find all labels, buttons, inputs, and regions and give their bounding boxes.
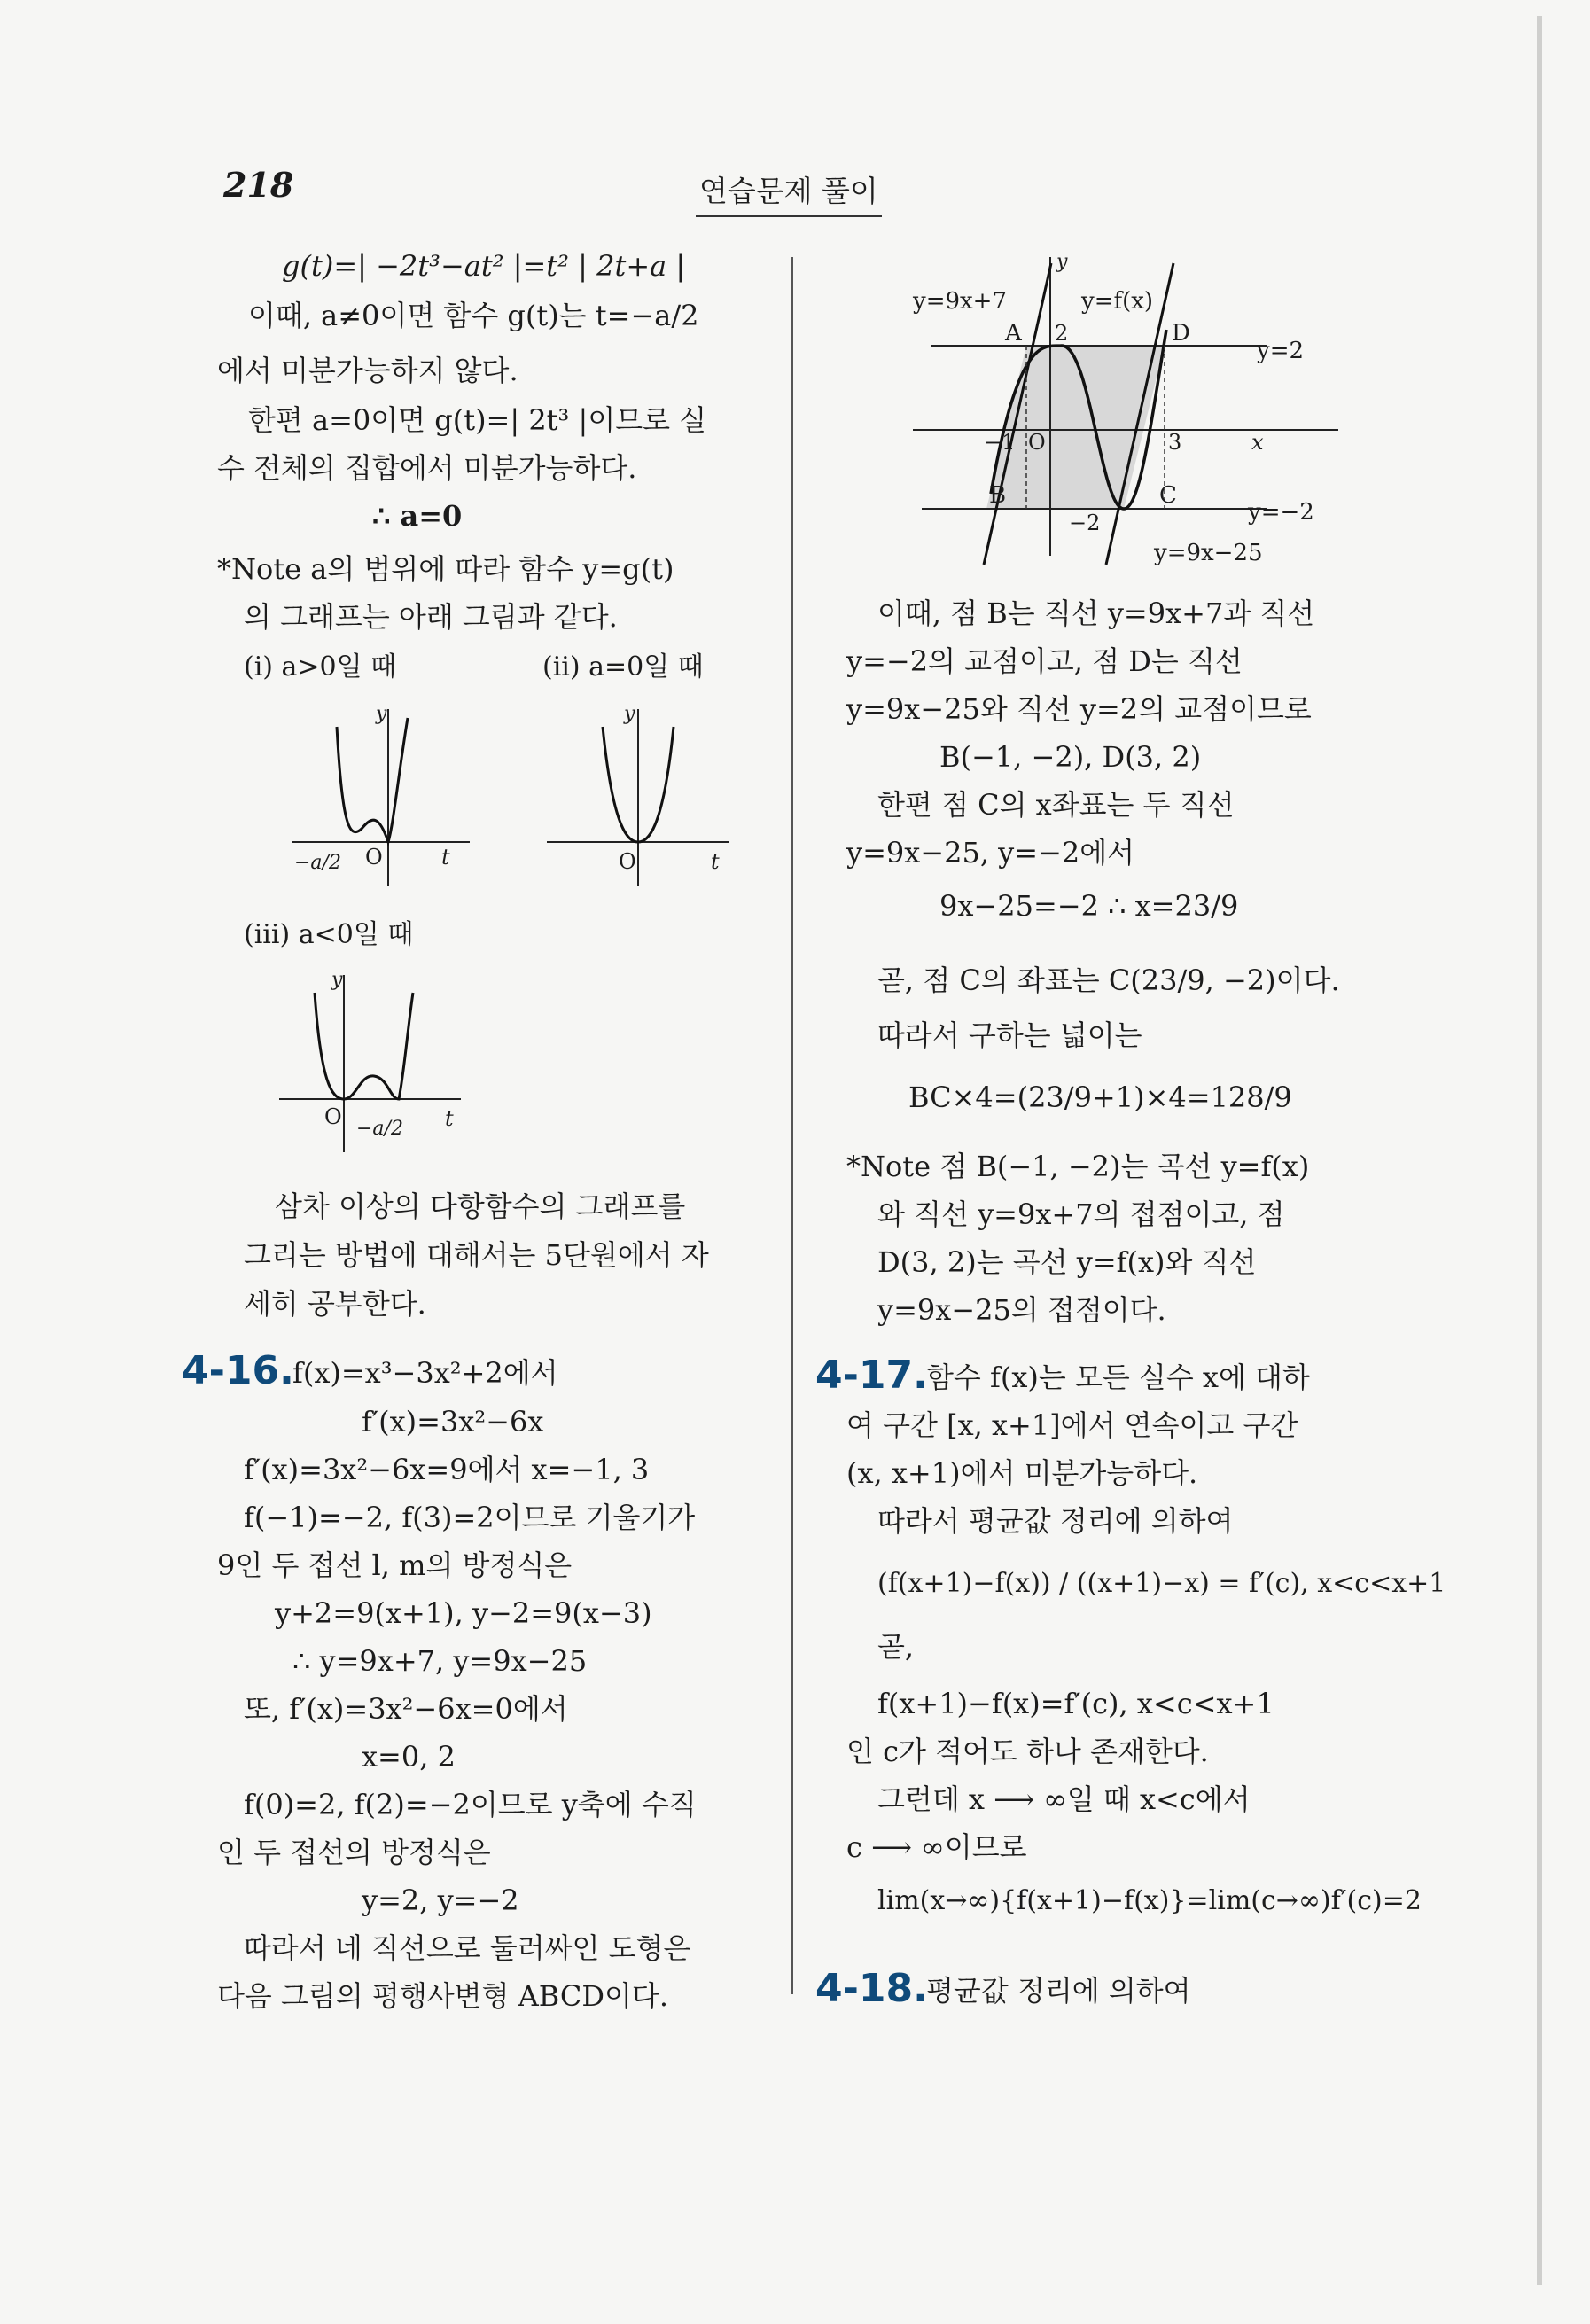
result-a0: ∴ a=0 [372,499,463,533]
tick-3: 3 [1168,430,1182,455]
text-line: 여 구간 [x, x+1]에서 연속이고 구간 [846,1408,1298,1442]
case-ii-label: (ii) a=0일 때 [542,651,704,682]
text-line: 따라서 네 직선으로 둘러싸인 도형은 [244,1931,691,1965]
case-i-label: (i) a>0일 때 [244,651,397,682]
text-line: x=0, 2 [362,1740,456,1774]
neg-a-half-label: −a/2 [356,1118,403,1140]
text-line: y=9x−25, y=−2에서 [846,836,1135,870]
mvt-equation: (f(x+1)−f(x)) / ((x+1)−x) = f′(c), x<c<x+1 [877,1568,1446,1599]
tick-2: 2 [1055,321,1069,346]
text-line: 그런데 x ⟶ ∞일 때 x<c에서 [877,1782,1251,1816]
text-line: 이때, 점 B는 직선 y=9x+7과 직선 [877,597,1315,630]
text-line: f′(x)=3x²−6x=9에서 x=−1, 3 [244,1453,650,1486]
text-line: 이때, a≠0이면 함수 g(t)는 t=−a/2 [248,299,699,332]
origin-label: O [365,845,383,870]
problem-4-18-label: 4-18. [815,1966,928,2011]
eq-c-x: 9x−25=−2 ∴ x=23/9 [939,889,1239,923]
tick-neg2: −2 [1069,511,1101,535]
point-A: A [1005,320,1022,347]
text-line: c ⟶ ∞이므로 [846,1830,1027,1864]
text-line: y=9x−25의 접점이다. [877,1293,1166,1327]
text-line: f(0)=2, f(2)=−2이므로 y축에 수직 [244,1788,697,1821]
text-line: (x, x+1)에서 미분가능하다. [846,1456,1198,1490]
text-line: 함수 f(x)는 모든 실수 x에 대하 [926,1361,1310,1394]
text-line: f(−1)=−2, f(3)=2이므로 기울기가 [244,1501,696,1534]
neg-a-half-label: −a/2 [294,852,341,874]
axis-y-label: y [1056,251,1068,273]
text-line: B(−1, −2), D(3, 2) [939,740,1202,774]
text-line: 평균값 정리에 의하여 [926,1974,1191,2008]
axis-t-label: t [441,845,450,870]
problem-4-17-label: 4-17. [815,1353,928,1398]
origin-label: O [619,849,636,874]
text-line: 에서 미분가능하지 않다. [217,354,518,387]
origin-label: O [324,1104,342,1129]
label-y2: y=2 [1257,338,1305,364]
point-D: D [1172,320,1190,347]
text-line: 또, f′(x)=3x²−6x=0에서 [244,1692,568,1726]
text-line: D(3, 2)는 곡선 y=f(x)와 직선 [877,1245,1257,1279]
page-number: 218 [223,165,294,205]
case-iii-graph [275,966,487,1161]
text-line: 인 c가 적어도 하나 존재한다. [846,1735,1209,1768]
limit-equation: lim(x→∞){f(x+1)−f(x)}=lim(c→∞)f′(c)=2 [877,1885,1422,1916]
point-C: C [1159,482,1177,509]
axis-t-label: t [711,849,720,874]
problem-4-16-label: 4-16. [182,1348,294,1393]
text-line: 수 전체의 집합에서 미분가능하다. [217,451,637,485]
text-line: 곧, 점 C의 좌표는 C(23/9, −2)이다. [877,963,1340,997]
text-line: 다음 그림의 평행사변형 ABCD이다. [217,1979,668,2013]
text-line: 인 두 접선의 방정식은 [217,1836,491,1869]
text-line: 그리는 방법에 대해서는 5단원에서 자 [244,1238,709,1272]
label-yneg2: y=−2 [1248,499,1314,526]
text-line: y=9x−25와 직선 y=2의 교점이므로 [846,692,1312,726]
text-line: 따라서 구하는 넓이는 [877,1018,1142,1052]
text-line: 의 그래프는 아래 그림과 같다. [244,600,618,634]
note-line: *Note a의 범위에 따라 함수 y=g(t) [217,552,674,586]
text-line: 한편 점 C의 x좌표는 두 직선 [877,788,1235,822]
tick-neg1: −1 [984,430,1016,455]
text-line: 와 직선 y=9x+7의 접점이고, 점 [877,1197,1285,1231]
text-line: 곧, [877,1630,915,1664]
column-divider [791,257,793,1994]
area-result: BC×4=(23/9+1)×4=128/9 [908,1080,1292,1114]
text-line: y+2=9(x+1), y−2=9(x−3) [275,1596,652,1630]
label-line1: y=9x+7 [913,288,1008,315]
page-edge-shadow [1537,16,1542,2285]
axis-t-label: t [445,1106,454,1131]
text-line: 한편 a=0이면 g(t)=| 2t³ |이므로 실 [248,403,707,437]
text-line: f(x+1)−f(x)=f′(c), x<c<x+1 [877,1687,1274,1720]
text-line: 세히 공부한다. [244,1287,426,1321]
text-line: 따라서 평균값 정리에 의하여 [877,1504,1234,1538]
text-line: y=2, y=−2 [362,1883,519,1917]
page-title: 연습문제 풀이 [696,168,882,217]
case-i-graph [284,700,479,895]
axis-y-label: y [624,703,635,725]
label-line2: y=9x−25 [1154,540,1263,566]
point-B: B [989,482,1007,509]
origin-label: O [1028,430,1046,455]
case-ii-graph [542,700,737,895]
text-line: f(x)=x³−3x²+2에서 [292,1356,558,1390]
text-line: ∴ y=9x+7, y=9x−25 [292,1644,588,1678]
case-iii-label: (iii) a<0일 때 [244,919,414,950]
axis-x-label: x [1251,430,1264,455]
axis-y-label: y [331,969,343,991]
text-line: 9인 두 접선 l, m의 방정식은 [217,1548,573,1582]
parallelogram-graph [895,250,1356,569]
axis-y-label: y [376,703,387,725]
note-line: *Note 점 B(−1, −2)는 곡선 y=f(x) [846,1150,1310,1183]
label-curve: y=f(x) [1081,288,1154,315]
eq-g-t: g(t)=| −2t³−at² |=t² | 2t+a | [282,249,686,283]
text-line: 삼차 이상의 다항함수의 그래프를 [275,1189,686,1223]
text-line: y=−2의 교점이고, 점 D는 직선 [846,644,1243,678]
text-line: f′(x)=3x²−6x [362,1405,544,1439]
